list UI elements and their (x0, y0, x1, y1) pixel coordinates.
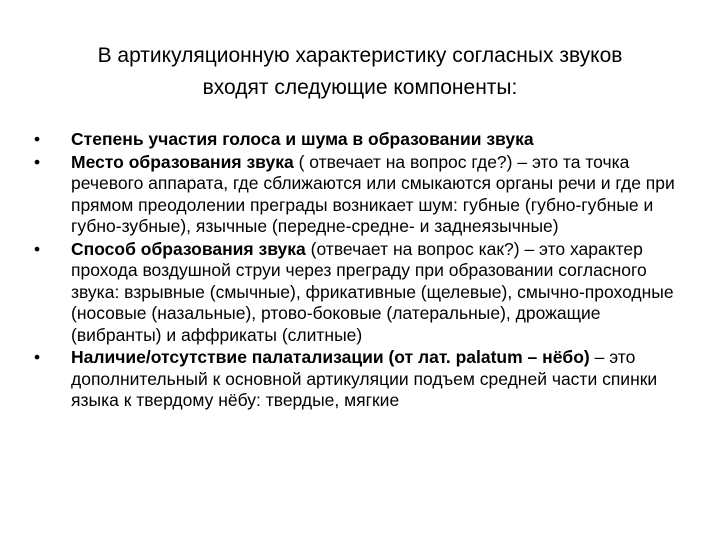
slide-title-line-2: входят следующие компоненты: (202, 76, 518, 99)
slide-title-line-1: В артикуляционную характеристику согласных звуков (97, 44, 623, 67)
bullet-icon: • (34, 129, 41, 149)
item-heading: Способ образования звука (71, 238, 306, 259)
item-heading: Степень участия голоса и шума в образовании звука (71, 129, 534, 149)
item-heading: Место образования звука (71, 151, 294, 172)
list-item-voice-noise (34, 129, 694, 151)
list-item-place (34, 152, 694, 238)
item-text: (отвечает на вопрос как?) – это характер прохода воздушной струи через преграду при образовании согласного звука: взрывные (смычные), фрикативные (щелевые), смычно-проходные (носовые (назальные), ртово-боковые (латеральные), дрожащие (вибранты) и аффрикаты (слитные) (71, 238, 674, 345)
list-item-manner (34, 239, 694, 347)
bullet-icon: • (34, 347, 41, 367)
components-list (34, 129, 694, 413)
slide-title (0, 40, 720, 104)
bullet-icon: • (34, 151, 41, 172)
bullet-icon: • (34, 238, 41, 259)
item-heading: Наличие/отсутствие палатализации (от лат. palatum – нёбо) (71, 347, 590, 367)
item-text: – это дополнительный к основной артикуляции подъем средней части спинки языка к твердому нёбу: твердые, мягкие (71, 347, 658, 410)
item-text: ( отвечает на вопрос где?) – это та точка речевого аппарата, где сближаются или смыкаются органы речи и где при прямом преодолении преграды возникает шум: губные (губно-губные и губно-зубные), язычные (передне-средне- и заднеязычные) (71, 151, 675, 236)
list-item-palatalization (34, 347, 694, 412)
